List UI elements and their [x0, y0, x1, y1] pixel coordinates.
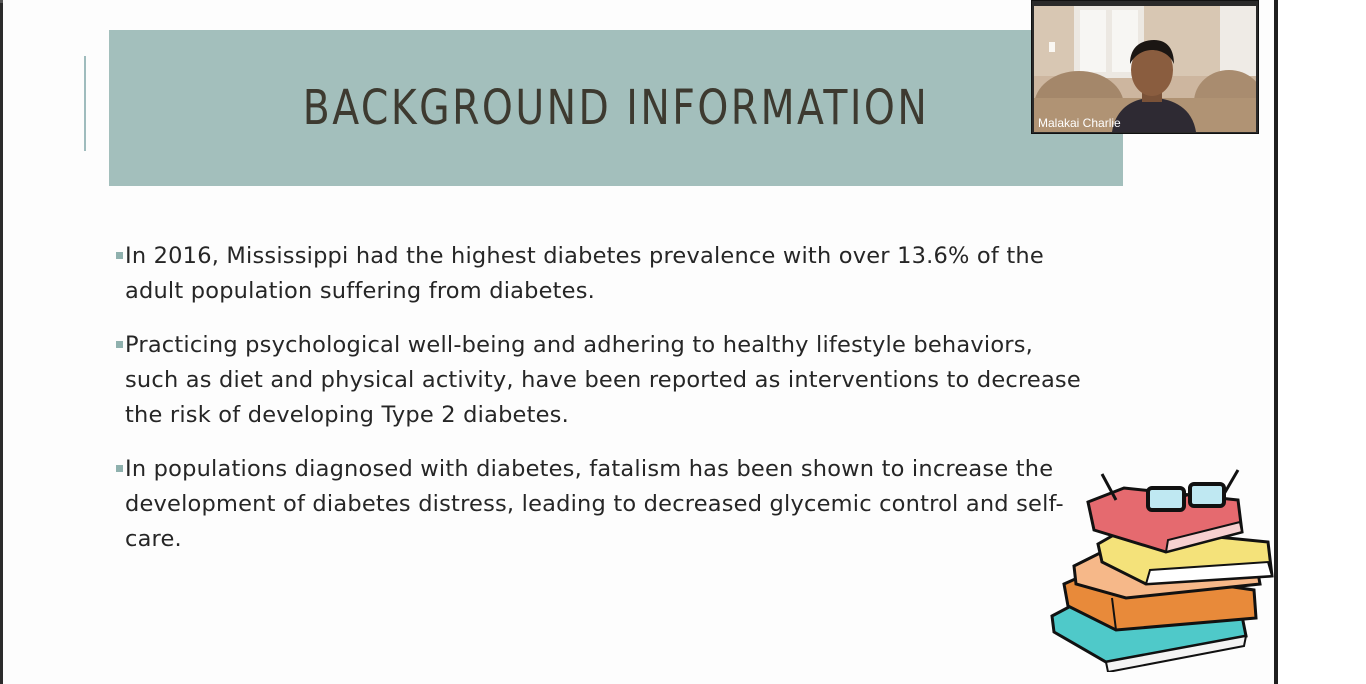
slide-bullet-list [116, 239, 1086, 576]
video-feed [1034, 6, 1256, 132]
books-stack-illustration [1046, 466, 1274, 672]
bullet-item [116, 328, 1086, 433]
square-bullet-icon [116, 252, 123, 259]
books-clipart [1046, 466, 1274, 672]
participant-name-label: Malakai Charlie [1038, 116, 1121, 130]
participant-video-tile[interactable] [1031, 0, 1259, 134]
bullet-item [116, 239, 1086, 309]
square-bullet-icon [116, 465, 123, 472]
window-right-border [1274, 0, 1278, 684]
bullet-text: Practicing psychological well-being and adhering to healthy lifestyle behaviors, such as diet and physical activity, have been reported as interventions to decrease the risk of developing Type 2 diabetes. [125, 332, 1081, 428]
bullet-text: In populations diagnosed with diabetes, fatalism has been shown to increase the development of diabetes distress, leading to decreased glycemic control and self-care. [125, 456, 1064, 552]
slide-title-bar [109, 30, 1123, 186]
camera-feed-image [1034, 6, 1256, 132]
slide-title: BACKGROUND INFORMATION [302, 80, 930, 136]
slide-accent-line [84, 56, 86, 151]
square-bullet-icon [116, 341, 123, 348]
bullet-item [116, 452, 1086, 557]
bullet-text: In 2016, Mississippi had the highest diabetes prevalence with over 13.6% of the adult population suffering from diabetes. [125, 243, 1044, 304]
